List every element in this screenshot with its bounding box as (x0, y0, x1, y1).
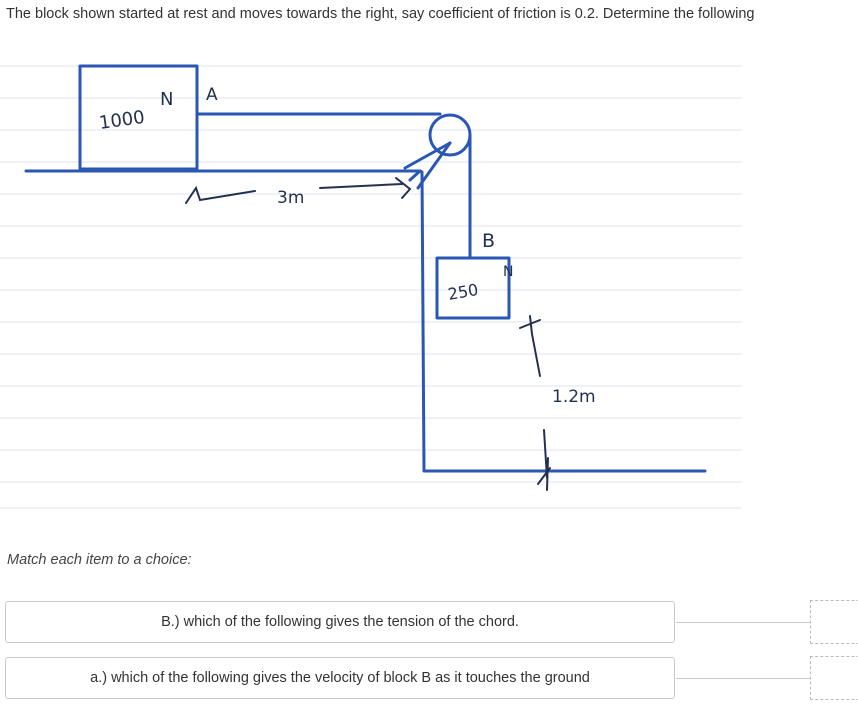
drop-height-marker (520, 316, 540, 376)
match-item-velocity[interactable] (5, 657, 675, 699)
distance-label: 3m (277, 188, 305, 208)
distance-3m-marker (186, 188, 255, 203)
match-item-tension[interactable] (5, 601, 675, 643)
block-a-name: A (206, 85, 218, 105)
block-a-unit: N (160, 89, 174, 110)
question-text: The block shown started at rest and moves towards the right, say coefficient of friction is 0.2. Determine the following (6, 6, 755, 22)
match-connector (676, 678, 810, 679)
match-item-label: a.) which of the following gives the velocity of block B as it touches the ground (90, 670, 590, 686)
block-b-name: B (482, 230, 496, 252)
answer-drop-zone-2[interactable] (810, 656, 858, 700)
table-wall (410, 171, 705, 471)
pulley-bracket (405, 143, 450, 168)
block-b-weight: 250 (446, 279, 480, 304)
match-item-label: B.) which of the following gives the tension of the chord. (161, 614, 519, 630)
block-b-unit: N (503, 264, 514, 280)
drop-height-label: 1.2m (552, 387, 596, 407)
problem-figure (0, 38, 760, 528)
block-a-weight: 1000 (97, 106, 147, 134)
answer-drop-zone-1[interactable] (810, 600, 858, 644)
pulley (430, 115, 470, 155)
pulley-diagram (0, 38, 760, 528)
match-instruction: Match each item to a choice: (7, 552, 192, 568)
match-connector (676, 622, 810, 623)
